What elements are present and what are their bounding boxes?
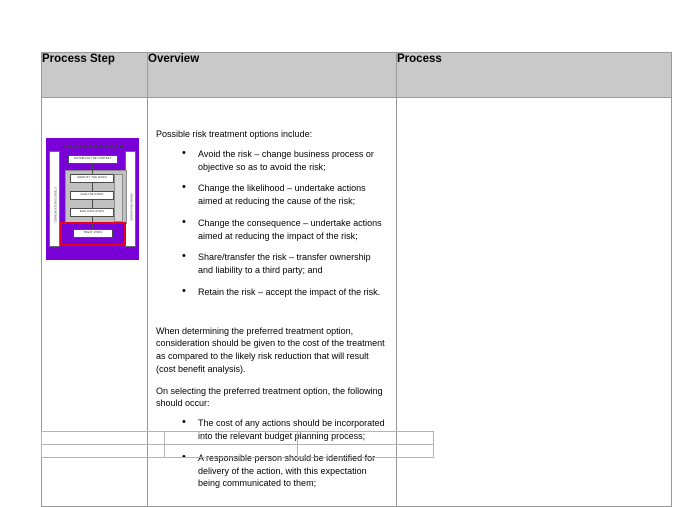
footer-cell	[298, 445, 434, 458]
footer-cell	[42, 432, 165, 445]
overview-intro: Possible risk treatment options include:	[156, 129, 313, 139]
list-item: • Share/transfer the risk – transfer ownership and liability to a third party; and	[182, 251, 386, 277]
column-header-overview: Overview	[148, 53, 397, 98]
step-box-treat-risks: TREAT RISKS	[73, 229, 113, 238]
step-box-evaluate-risks: EVALUATE RISKS	[70, 208, 114, 217]
side-bar-communicate-and-consult	[49, 151, 60, 247]
list-item: • Change the likelihood – undertake actions aimed at reducing the cause of the risk;	[182, 182, 386, 208]
connector-1	[92, 164, 93, 174]
list-item: • Change the consequence – undertake actions aimed at reducing the impact of the risk;	[182, 217, 386, 243]
list-item: • The cost of any actions should be incorporated into the relevant budget planning process;	[182, 417, 386, 443]
diagram-wrapper	[42, 98, 147, 260]
table-row	[42, 432, 434, 445]
dashed-loop-bottom	[63, 251, 123, 252]
table-row	[42, 445, 434, 458]
list-item: • Retain the risk – accept the impact of the risk.	[182, 286, 386, 299]
connector-2	[92, 183, 93, 191]
list-item: • A responsible person should be identified for delivery of the action, with this expectation being communicated to them;	[182, 452, 386, 490]
dashed-loop-top	[63, 146, 123, 147]
column-header-process: Process	[397, 53, 672, 98]
treatment-options-list	[156, 148, 386, 299]
cell-process	[397, 98, 672, 507]
list-item: • Avoid the risk – change business process or objective so as to avoid the risk;	[182, 148, 386, 174]
connector-3	[92, 200, 93, 208]
footer-table	[41, 431, 434, 458]
overview-paragraph-on-selecting: On selecting the preferred treatment option, the following should occur:	[156, 385, 383, 409]
step-box-identify-the-risks: IDENTIFY THE RISKS	[70, 174, 114, 183]
table-header-row	[42, 53, 672, 98]
spacer	[156, 307, 386, 325]
step-box-establish-the-context: ESTABLISH THE CONTEXT	[68, 155, 118, 164]
footer-cell	[165, 445, 298, 458]
risk-management-process-diagram	[46, 138, 139, 260]
side-bar-monitor-label: MONITOR AND REVIEW	[130, 193, 134, 221]
overview-paragraph-cost-benefit: When determining the preferred treatment option, consideration should be given to the cost of the treatment as compared to the likely risk reduction that will result (cost benefit analysis).	[156, 325, 385, 374]
footer-cell	[42, 445, 165, 458]
footer-cell	[165, 432, 298, 445]
footer-cell	[298, 432, 434, 445]
column-header-process-step: Process Step	[42, 53, 148, 98]
side-bar-communicate-label: COMMUNICATE AND CONSULT	[54, 187, 58, 223]
step-box-analyse-risks: ANALYSE RISKS	[70, 191, 114, 200]
risk-assessment-tab	[114, 174, 123, 222]
